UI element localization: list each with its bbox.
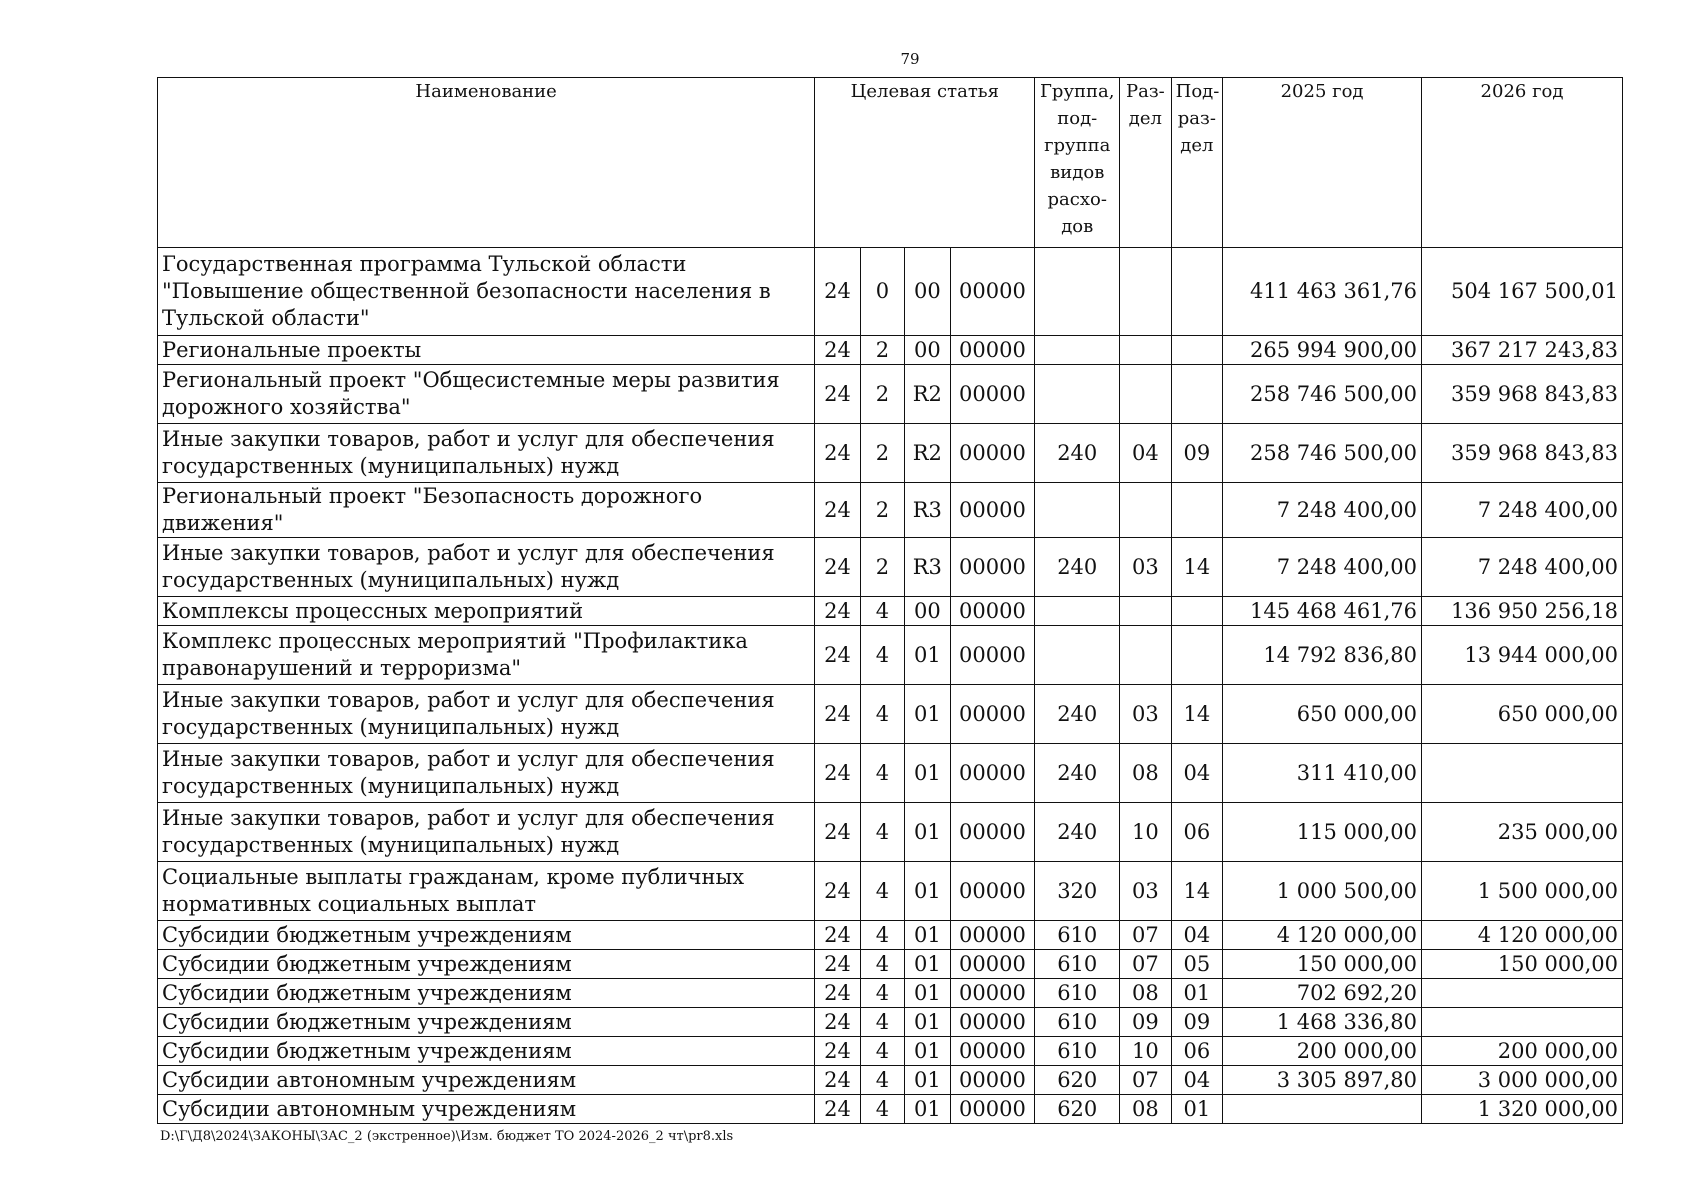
amount-2026: 4 120 000,00 [1422, 921, 1623, 950]
code-project: R2 [905, 365, 950, 424]
table-row [158, 597, 1623, 626]
section: 09 [1120, 1008, 1171, 1037]
code-program: 24 [815, 1095, 860, 1124]
section: 08 [1120, 1095, 1171, 1124]
table-header-row [158, 78, 1623, 248]
amount-2026: 1 320 000,00 [1422, 1095, 1623, 1124]
table-row [158, 538, 1623, 597]
code-type: 2 [860, 538, 904, 597]
amount-2026 [1422, 979, 1623, 1008]
amount-2025: 14 792 836,80 [1223, 626, 1422, 685]
code-program: 24 [815, 1037, 860, 1066]
amount-2026: 13 944 000,00 [1422, 626, 1623, 685]
subsection [1171, 626, 1222, 685]
table-row [158, 336, 1623, 365]
code-program: 24 [815, 626, 860, 685]
table-row [158, 248, 1623, 336]
code-project: 00 [905, 597, 950, 626]
code-type: 4 [860, 1066, 904, 1095]
amount-2026: 359 968 843,83 [1422, 424, 1623, 483]
code-project: 01 [905, 685, 950, 744]
code-type: 2 [860, 483, 904, 538]
code-program: 24 [815, 862, 860, 921]
code-project: 01 [905, 1008, 950, 1037]
row-name: Иные закупки товаров, работ и услуг для обеспечения государственных (муниципальных) нужд [158, 744, 815, 803]
expense-group: 610 [1035, 921, 1120, 950]
amount-2025: 650 000,00 [1223, 685, 1422, 744]
expense-group: 320 [1035, 862, 1120, 921]
code-program: 24 [815, 1008, 860, 1037]
section [1120, 483, 1171, 538]
section: 07 [1120, 921, 1171, 950]
code-program: 24 [815, 921, 860, 950]
section: 07 [1120, 950, 1171, 979]
amount-2025: 311 410,00 [1223, 744, 1422, 803]
table-row [158, 1008, 1623, 1037]
subsection: 09 [1171, 1008, 1222, 1037]
header-expense-group-line: видов [1050, 162, 1105, 183]
amount-2026: 3 000 000,00 [1422, 1066, 1623, 1095]
section [1120, 597, 1171, 626]
amount-2026: 7 248 400,00 [1422, 538, 1623, 597]
table-row [158, 424, 1623, 483]
code-direction: 00000 [950, 950, 1035, 979]
header-expense-group-line: расхо- [1047, 189, 1107, 210]
amount-2026 [1422, 744, 1623, 803]
expense-group: 240 [1035, 424, 1120, 483]
code-program: 24 [815, 685, 860, 744]
code-direction: 00000 [950, 979, 1035, 1008]
code-program: 24 [815, 336, 860, 365]
code-type: 4 [860, 1008, 904, 1037]
amount-2025: 115 000,00 [1223, 803, 1422, 862]
table-row [158, 803, 1623, 862]
code-type: 4 [860, 862, 904, 921]
row-name: Иные закупки товаров, работ и услуг для обеспечения государственных (муниципальных) нужд [158, 685, 815, 744]
subsection: 04 [1171, 921, 1222, 950]
table-row [158, 626, 1623, 685]
code-direction: 00000 [950, 626, 1035, 685]
expense-group: 240 [1035, 685, 1120, 744]
code-type: 4 [860, 626, 904, 685]
header-subsection-line: дел [1180, 135, 1214, 156]
header-expense-group-line: под- [1057, 108, 1098, 129]
code-project: 01 [905, 950, 950, 979]
code-program: 24 [815, 1066, 860, 1095]
amount-2026 [1422, 1008, 1623, 1037]
amount-2025: 7 248 400,00 [1223, 538, 1422, 597]
subsection: 04 [1171, 744, 1222, 803]
section: 03 [1120, 685, 1171, 744]
row-name: Иные закупки товаров, работ и услуг для обеспечения государственных (муниципальных) нужд [158, 538, 815, 597]
row-name: Субсидии бюджетным учреждениям [158, 950, 815, 979]
amount-2025: 702 692,20 [1223, 979, 1422, 1008]
code-type: 2 [860, 336, 904, 365]
amount-2026: 504 167 500,01 [1422, 248, 1623, 336]
table-row [158, 1095, 1623, 1124]
amount-2025: 145 468 461,76 [1223, 597, 1422, 626]
expense-group [1035, 248, 1120, 336]
subsection: 06 [1171, 803, 1222, 862]
section: 07 [1120, 1066, 1171, 1095]
subsection: 14 [1171, 862, 1222, 921]
code-project: 01 [905, 1037, 950, 1066]
expense-group [1035, 597, 1120, 626]
row-name: Субсидии автономным учреждениям [158, 1066, 815, 1095]
table-row [158, 685, 1623, 744]
header-expense-group-line: Группа, [1040, 81, 1115, 102]
section: 10 [1120, 803, 1171, 862]
header-section-line: Раз- [1126, 81, 1165, 102]
subsection [1171, 248, 1222, 336]
header-section-line: дел [1128, 108, 1162, 129]
row-name: Субсидии бюджетным учреждениям [158, 979, 815, 1008]
expense-group: 240 [1035, 744, 1120, 803]
amount-2025: 1 000 500,00 [1223, 862, 1422, 921]
code-type: 4 [860, 1037, 904, 1066]
code-type: 0 [860, 248, 904, 336]
subsection [1171, 336, 1222, 365]
code-project: 01 [905, 1095, 950, 1124]
code-program: 24 [815, 483, 860, 538]
expense-group [1035, 626, 1120, 685]
table-row [158, 862, 1623, 921]
amount-2026: 200 000,00 [1422, 1037, 1623, 1066]
expense-group [1035, 336, 1120, 365]
code-type: 2 [860, 424, 904, 483]
expense-group: 610 [1035, 979, 1120, 1008]
expense-group: 240 [1035, 538, 1120, 597]
code-program: 24 [815, 950, 860, 979]
code-type: 2 [860, 365, 904, 424]
header-name: Наименование [158, 78, 815, 248]
row-name: Комплексы процессных мероприятий [158, 597, 815, 626]
section [1120, 248, 1171, 336]
section: 08 [1120, 979, 1171, 1008]
code-project: 01 [905, 862, 950, 921]
code-direction: 00000 [950, 365, 1035, 424]
footer-file-path: D:\Г\Д8\2024\ЗАКОНЫ\ЗАС_2 (экстренное)\Изм. бюджет ТО 2024-2026_2 чт\pr8.xls [160, 1129, 734, 1144]
subsection [1171, 597, 1222, 626]
amount-2025: 150 000,00 [1223, 950, 1422, 979]
header-subsection-line: Под- [1175, 81, 1220, 102]
code-program: 24 [815, 979, 860, 1008]
section [1120, 336, 1171, 365]
amount-2026: 235 000,00 [1422, 803, 1623, 862]
code-project: 01 [905, 1066, 950, 1095]
code-direction: 00000 [950, 248, 1035, 336]
code-type: 4 [860, 744, 904, 803]
header-subsection [1171, 78, 1222, 248]
code-project: 00 [905, 336, 950, 365]
code-direction: 00000 [950, 597, 1035, 626]
code-project: R3 [905, 483, 950, 538]
row-name: Субсидии автономным учреждениям [158, 1095, 815, 1124]
section: 03 [1120, 862, 1171, 921]
expense-group: 610 [1035, 1008, 1120, 1037]
code-program: 24 [815, 803, 860, 862]
subsection: 14 [1171, 685, 1222, 744]
code-program: 24 [815, 424, 860, 483]
amount-2025: 265 994 900,00 [1223, 336, 1422, 365]
code-direction: 00000 [950, 744, 1035, 803]
row-name: Региональные проекты [158, 336, 815, 365]
row-name: Субсидии бюджетным учреждениям [158, 921, 815, 950]
subsection: 09 [1171, 424, 1222, 483]
page-number: 79 [900, 50, 920, 68]
code-project: 01 [905, 979, 950, 1008]
code-type: 4 [860, 921, 904, 950]
subsection: 14 [1171, 538, 1222, 597]
code-direction: 00000 [950, 803, 1035, 862]
code-project: R3 [905, 538, 950, 597]
code-project: R2 [905, 424, 950, 483]
code-program: 24 [815, 365, 860, 424]
code-direction: 00000 [950, 1095, 1035, 1124]
code-type: 4 [860, 685, 904, 744]
table-row [158, 950, 1623, 979]
amount-2026: 150 000,00 [1422, 950, 1623, 979]
header-year-2026: 2026 год [1422, 78, 1623, 248]
amount-2025: 200 000,00 [1223, 1037, 1422, 1066]
code-type: 4 [860, 1095, 904, 1124]
subsection: 04 [1171, 1066, 1222, 1095]
code-direction: 00000 [950, 538, 1035, 597]
subsection [1171, 483, 1222, 538]
amount-2026: 7 248 400,00 [1422, 483, 1623, 538]
subsection: 06 [1171, 1037, 1222, 1066]
code-direction: 00000 [950, 1037, 1035, 1066]
table-row [158, 483, 1623, 538]
row-name: Иные закупки товаров, работ и услуг для обеспечения государственных (муниципальных) нужд [158, 424, 815, 483]
amount-2025: 3 305 897,80 [1223, 1066, 1422, 1095]
expense-group: 240 [1035, 803, 1120, 862]
code-direction: 00000 [950, 336, 1035, 365]
header-expense-group [1035, 78, 1120, 248]
header-year-2025: 2025 год [1223, 78, 1422, 248]
row-name: Региональный проект "Безопасность дорожного движения" [158, 483, 815, 538]
header-target-article: Целевая статья [815, 78, 1035, 248]
code-direction: 00000 [950, 483, 1035, 538]
subsection: 01 [1171, 1095, 1222, 1124]
amount-2025 [1223, 1095, 1422, 1124]
section: 04 [1120, 424, 1171, 483]
subsection [1171, 365, 1222, 424]
code-program: 24 [815, 248, 860, 336]
table-row [158, 1037, 1623, 1066]
section: 08 [1120, 744, 1171, 803]
code-program: 24 [815, 538, 860, 597]
header-section [1120, 78, 1171, 248]
row-name: Субсидии бюджетным учреждениям [158, 1008, 815, 1037]
expense-group: 610 [1035, 1037, 1120, 1066]
row-name: Субсидии бюджетным учреждениям [158, 1037, 815, 1066]
code-project: 00 [905, 248, 950, 336]
subsection: 05 [1171, 950, 1222, 979]
amount-2025: 1 468 336,80 [1223, 1008, 1422, 1037]
amount-2025: 411 463 361,76 [1223, 248, 1422, 336]
section [1120, 365, 1171, 424]
table-body [158, 248, 1623, 1124]
section [1120, 626, 1171, 685]
expense-group [1035, 365, 1120, 424]
budget-table [157, 77, 1623, 1124]
amount-2025: 258 746 500,00 [1223, 365, 1422, 424]
code-type: 4 [860, 950, 904, 979]
code-project: 01 [905, 921, 950, 950]
amount-2026: 1 500 000,00 [1422, 862, 1623, 921]
amount-2025: 7 248 400,00 [1223, 483, 1422, 538]
code-program: 24 [815, 744, 860, 803]
row-name: Государственная программа Тульской области "Повышение общественной безопасности населения в Тульской области" [158, 248, 815, 336]
amount-2026: 367 217 243,83 [1422, 336, 1623, 365]
code-type: 4 [860, 597, 904, 626]
table-row [158, 365, 1623, 424]
section: 10 [1120, 1037, 1171, 1066]
amount-2026: 136 950 256,18 [1422, 597, 1623, 626]
amount-2025: 4 120 000,00 [1223, 921, 1422, 950]
code-direction: 00000 [950, 1008, 1035, 1037]
expense-group: 620 [1035, 1066, 1120, 1095]
table-row [158, 979, 1623, 1008]
code-direction: 00000 [950, 921, 1035, 950]
header-subsection-line: раз- [1177, 108, 1216, 129]
amount-2025: 258 746 500,00 [1223, 424, 1422, 483]
code-type: 4 [860, 979, 904, 1008]
expense-group: 620 [1035, 1095, 1120, 1124]
expense-group: 610 [1035, 950, 1120, 979]
table-row [158, 921, 1623, 950]
code-project: 01 [905, 626, 950, 685]
amount-2026: 359 968 843,83 [1422, 365, 1623, 424]
header-expense-group-line: группа [1044, 135, 1111, 156]
subsection: 01 [1171, 979, 1222, 1008]
table-row [158, 1066, 1623, 1095]
header-expense-group-line: дов [1061, 216, 1094, 237]
row-name: Комплекс процессных мероприятий "Профилактика правонарушений и терроризма" [158, 626, 815, 685]
code-project: 01 [905, 803, 950, 862]
row-name: Иные закупки товаров, работ и услуг для обеспечения государственных (муниципальных) нужд [158, 803, 815, 862]
code-direction: 00000 [950, 862, 1035, 921]
row-name: Региональный проект "Общесистемные меры развития дорожного хозяйства" [158, 365, 815, 424]
expense-group [1035, 483, 1120, 538]
code-project: 01 [905, 744, 950, 803]
code-program: 24 [815, 597, 860, 626]
code-direction: 00000 [950, 424, 1035, 483]
table-row [158, 744, 1623, 803]
amount-2026: 650 000,00 [1422, 685, 1623, 744]
code-direction: 00000 [950, 1066, 1035, 1095]
section: 03 [1120, 538, 1171, 597]
code-direction: 00000 [950, 685, 1035, 744]
row-name: Социальные выплаты гражданам, кроме публичных нормативных социальных выплат [158, 862, 815, 921]
code-type: 4 [860, 803, 904, 862]
